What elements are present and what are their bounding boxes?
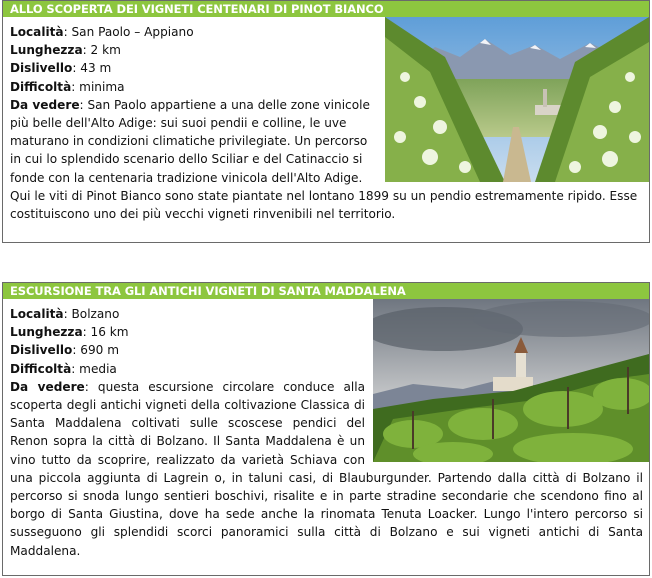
lunghezza-value: : 2 km	[82, 43, 121, 58]
description: : San Paolo appartiene a una delle zone vinicole più belle dell'Alto Adige: sui suoi pendii e colline, le uve maturano in condizioni climatiche privilegiate. Un percorso in cui lo splendido scenario dello Sciliar e del Catinaccio si fonde con la centenaria tradizione vinicola dell'Alto Adige. Qui le viti di Pinot Bianco sono state piantate nel lontano 1899 su un pendio estremamente ripido. Esse costituiscono uno dei più vecchi vigneti rinvenibili nel territorio.	[10, 97, 638, 222]
dislivello-value: : 690 m	[72, 343, 119, 358]
section-title: ESCURSIONE TRA GLI ANTICHI VIGNETI DI SANTA MADDALENA	[3, 283, 649, 299]
dislivello-label: Dislivello	[10, 343, 73, 358]
difficolta-value: : media	[71, 361, 117, 376]
vineyard-photo-mountains	[385, 17, 649, 182]
da-vedere-label: Da vedere	[10, 379, 85, 394]
da-vedere-label: Da vedere	[10, 97, 80, 112]
dislivello-label: Dislivello	[10, 61, 73, 76]
lunghezza-label: Lunghezza	[10, 325, 83, 340]
section-body	[3, 299, 649, 560]
section-body	[3, 17, 649, 223]
difficolta-value: : minima	[71, 79, 125, 94]
section-santa-maddalena	[2, 282, 650, 576]
difficolta-label: Difficoltà	[10, 79, 72, 94]
localita-value: : San Paolo – Appiano	[63, 25, 194, 39]
description: : questa escursione circolare conduce alla scoperta degli antichi vigneti della coltivazione Classica di Santa Maddalena coltivati sulle scoscese pendici del Renon sopra la città di Bolzano. Il Santa Maddalena è un vino tutto da scoprire, realizzato da varietà Schiava con una piccola aggiunta di Lagrein o, in taluni casi, di Blauburgunder. Partendo dalla città di Bolzano il percorso si snoda lungo sentieri boschivi, risalite e in parte stradine secondarie che scendono fino al borgo di Santa Giustina, dove ha sede anche la rinomata Tenuta Loacker. Lungo l'intero percorso si susseguono gli splendidi scorci panoramici sulla città di Bolzano e sui vigneti antichi di Santa Maddalena.	[10, 379, 643, 558]
vineyard-photo-church	[373, 299, 649, 462]
section-pinot-bianco	[2, 0, 650, 243]
lunghezza-value: : 16 km	[82, 325, 129, 340]
localita-value: : Bolzano	[63, 307, 120, 321]
localita-label: Località	[10, 25, 64, 39]
section-title: ALLO SCOPERTA DEI VIGNETI CENTENARI DI PINOT BIANCO	[3, 1, 649, 17]
dislivello-value: : 43 m	[72, 61, 112, 76]
lunghezza-label: Lunghezza	[10, 43, 83, 58]
localita-label: Località	[10, 307, 64, 321]
difficolta-label: Difficoltà	[10, 361, 72, 376]
